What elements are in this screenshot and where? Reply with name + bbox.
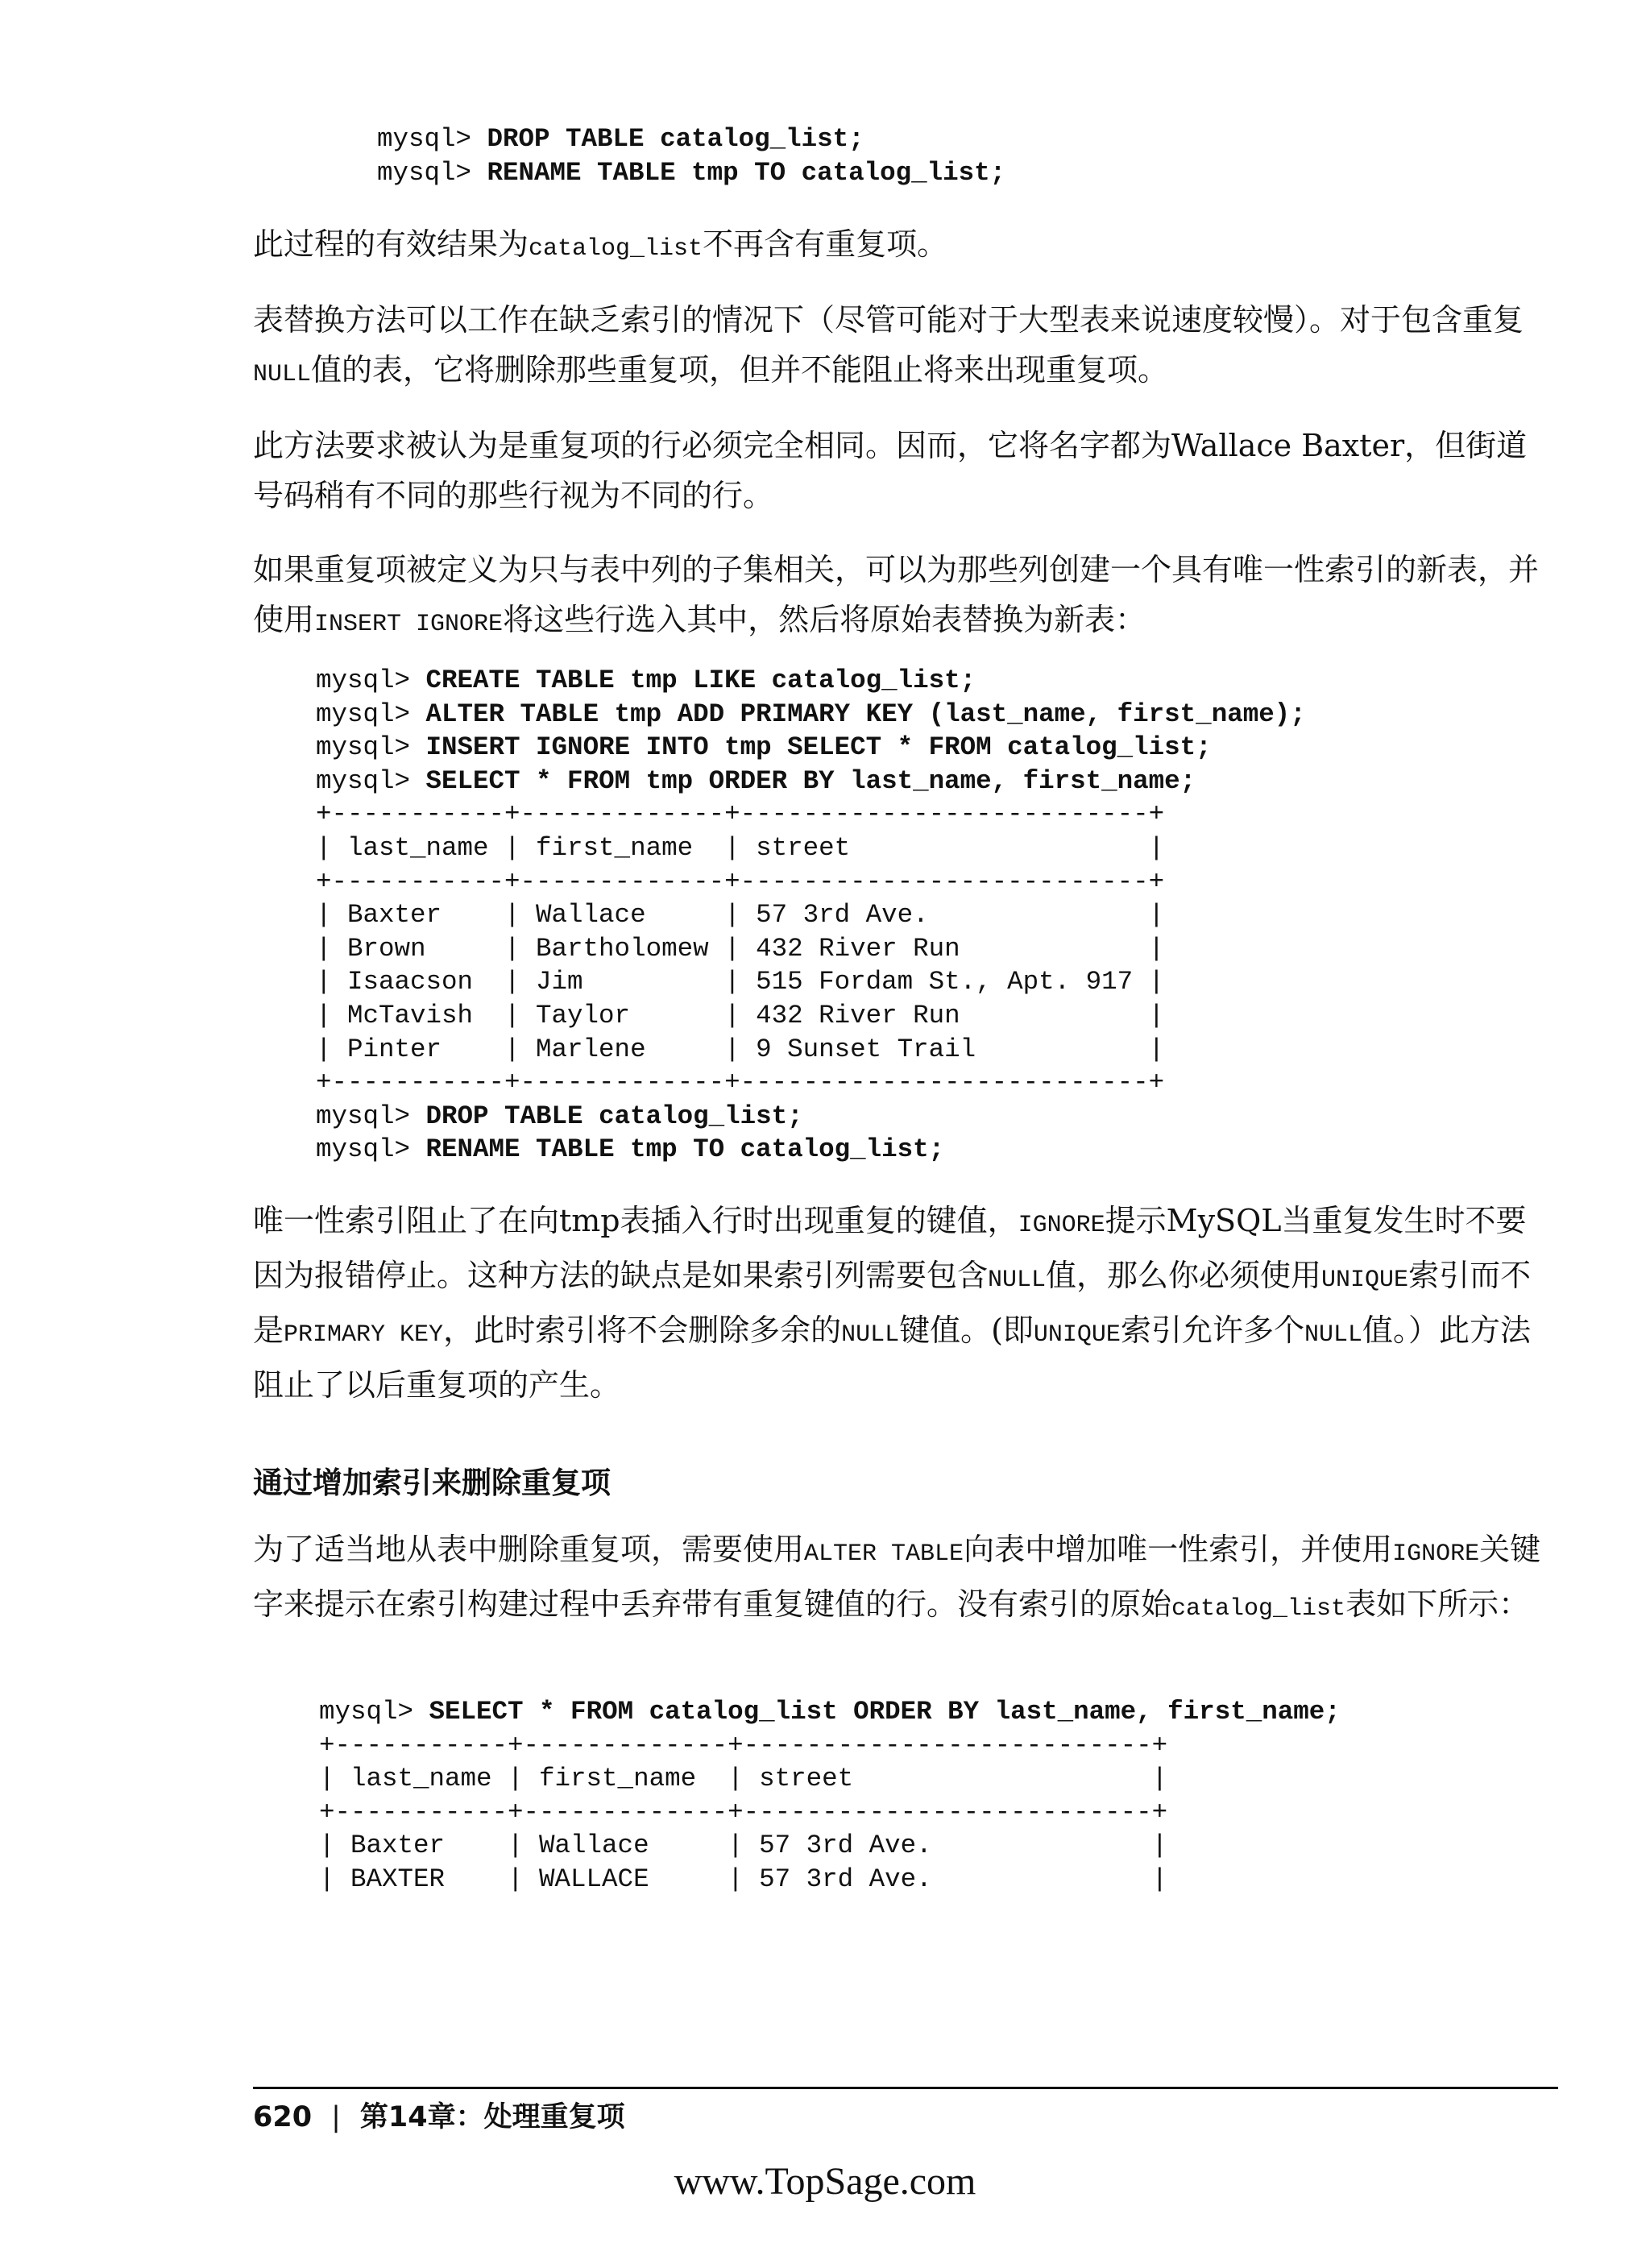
table-row: | Baxter | Wallace | 57 3rd Ave. |: [319, 1831, 1168, 1861]
code-command: DROP TABLE catalog_list;: [425, 1101, 803, 1131]
table-row: | McTavish | Taylor | 432 River Run |: [316, 1000, 1165, 1030]
code-command: SELECT * FROM catalog_list ORDER BY last_name, first_name;: [429, 1697, 1341, 1727]
table-border: +-----------+-------------+--------------------------+: [316, 799, 1165, 830]
code-command: CREATE TABLE tmp LIKE catalog_list;: [425, 665, 976, 695]
code-prompt: mysql>: [377, 157, 487, 188]
table-row: | BAXTER | WALLACE | 57 3rd Ave. |: [319, 1864, 1168, 1894]
page-footer: [253, 2095, 625, 2135]
footer-divider: [253, 2087, 1558, 2089]
table-border: +-----------+-------------+--------------------------+: [319, 1797, 1168, 1827]
table-border: +-----------+-------------+--------------------------+: [316, 866, 1165, 897]
code-command: ALTER TABLE tmp ADD PRIMARY KEY (last_name, first_name);: [425, 699, 1306, 729]
code-command: SELECT * FROM tmp ORDER BY last_name, first_name;: [425, 765, 1196, 796]
paragraph-unique-index: 唯一性索引阻止了在向tmp表插入行时出现重复的键值，IGNORE提示MySQL当重复发生时不要因为报错停止。这种方法的缺点是如果索引列需要包含NULL值，那么你必须使用UNIQUE索引而不是PRIMARY KEY，此时索引将不会删除多余的NULL键值。(即UNIQUE索引允许多个NULL值。）此方法阻止了以后重复项的产生。: [253, 1203, 1532, 1403]
code-command: RENAME TABLE tmp TO catalog_list;: [487, 157, 1006, 188]
code-command: INSERT IGNORE INTO tmp SELECT * FROM catalog_list;: [425, 732, 1212, 763]
footer-separator: |: [331, 2101, 341, 2133]
table-row: | Pinter | Marlene | 9 Sunset Trail |: [316, 1034, 1165, 1064]
paragraph-subset-columns: 如果重复项被定义为只与表中列的子集相关，可以为那些列创建一个具有唯一性索引的新表，并使用INSERT IGNORE将这些行选入其中，然后将原始表替换为新表：: [253, 552, 1540, 638]
code-command: RENAME TABLE tmp TO catalog_list;: [425, 1134, 945, 1165]
code-prompt: mysql>: [316, 1101, 426, 1131]
code-prompt: mysql>: [377, 124, 487, 154]
code-prompt: mysql>: [316, 1134, 426, 1165]
paragraph-effect: 此过程的有效结果为catalog_list不再含有重复项。: [253, 226, 948, 263]
table-row: | Baxter | Wallace | 57 3rd Ave. |: [316, 900, 1165, 931]
code-block-insert-ignore: [316, 664, 1306, 1167]
section-heading: 通过增加索引来删除重复项: [253, 1466, 611, 1500]
site-watermark: www.TopSage.com: [674, 2160, 976, 2203]
code-prompt: mysql>: [316, 665, 426, 695]
table-border: +-----------+-------------+--------------------------+: [316, 1068, 1165, 1098]
paragraph-alter-table: 为了适当地从表中删除重复项，需要使用ALTER TABLE向表中增加唯一性索引，并使用IGNORE关键字来提示在索引构建过程中丢弃带有重复键值的行。没有索引的原始catalog_list表如下所示：: [253, 1532, 1541, 1623]
code-prompt: mysql>: [316, 699, 426, 729]
code-block-select-original: [319, 1695, 1341, 1897]
chapter-title: 第14章：处理重复项: [359, 2101, 625, 2133]
code-prompt: mysql>: [319, 1697, 429, 1727]
code-prompt: mysql>: [316, 732, 426, 763]
table-border: +-----------+-------------+--------------------------+: [319, 1730, 1168, 1760]
table-header-row: | last_name | first_name | street |: [319, 1764, 1168, 1794]
table-row: | Brown | Bartholomew | 432 River Run |: [316, 933, 1165, 964]
code-block-drop-rename: [377, 122, 1005, 189]
table-header-row: | last_name | first_name | street |: [316, 832, 1165, 863]
table-row: | Isaacson | Jim | 515 Fordam St., Apt. 917 |: [316, 967, 1165, 997]
code-prompt: mysql>: [316, 765, 426, 796]
paragraph-table-replace: 表替换方法可以工作在缺乏索引的情况下（尽管可能对于大型表来说速度较慢）。对于包含重复NULL值的表，它将删除那些重复项，但并不能阻止将来出现重复项。: [253, 302, 1524, 388]
paragraph-identical-rows: 此方法要求被认为是重复项的行必须完全相同。因而，它将名字都为Wallace Baxter，但街道号码稍有不同的那些行视为不同的行。: [253, 428, 1528, 513]
page-number: 620: [253, 2101, 313, 2133]
code-command: DROP TABLE catalog_list;: [487, 124, 864, 154]
